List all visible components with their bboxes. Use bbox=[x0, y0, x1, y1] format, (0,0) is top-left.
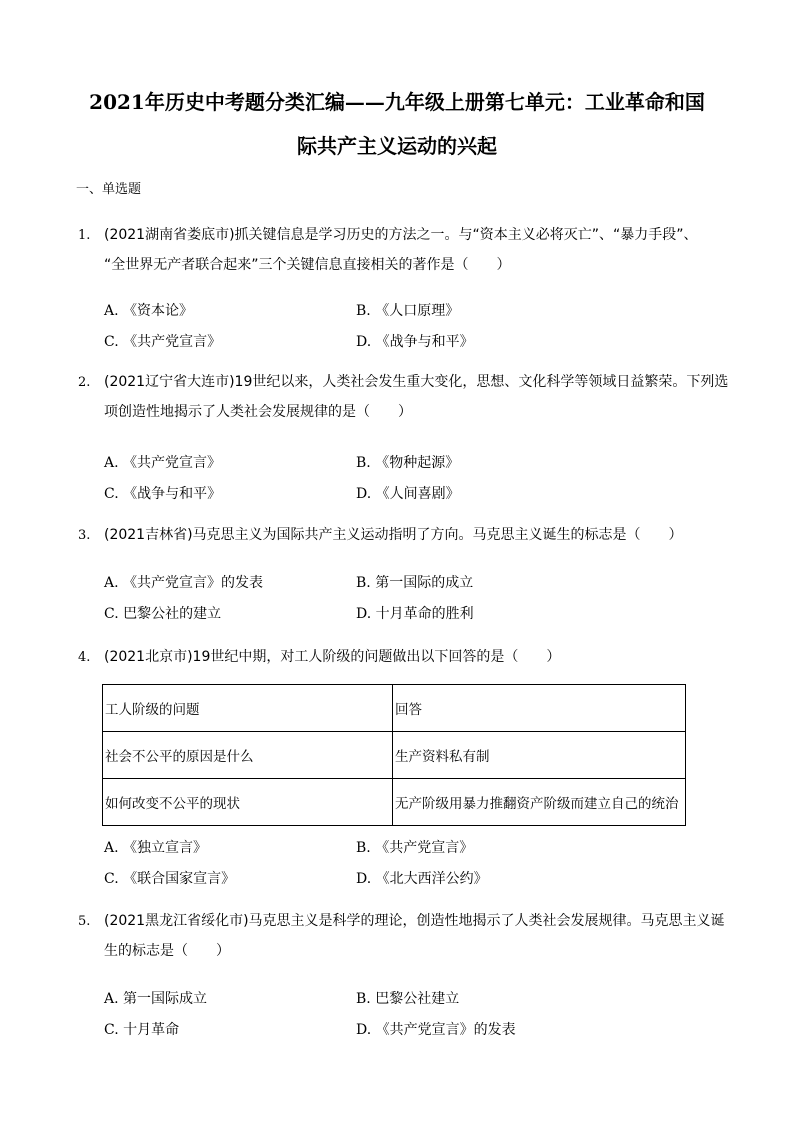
option-d[interactable]: D. 十月革命的胜利 bbox=[356, 606, 474, 622]
option-d[interactable]: D. 《共产党宣言》的发表 bbox=[356, 1022, 516, 1038]
option-b[interactable]: B. 《人口原理》 bbox=[356, 303, 460, 319]
option-a[interactable]: A. 《资本论》 bbox=[104, 303, 194, 319]
table-cell: 生产资料私有制 bbox=[393, 732, 686, 779]
question-table bbox=[102, 684, 686, 826]
table-row bbox=[103, 685, 686, 732]
question-line: 项创造性地揭示了人类社会发展规律的是（ ） bbox=[104, 404, 412, 420]
question-stem bbox=[104, 642, 744, 672]
question-number: 4. bbox=[78, 650, 91, 665]
table-cell: 如何改变不公平的现状 bbox=[103, 779, 393, 826]
option-a[interactable]: A. 《共产党宣言》的发表 bbox=[104, 575, 264, 591]
question-line: (2021北京市)19世纪中期，对工人阶级的问题做出以下回答的是（ ） bbox=[104, 649, 561, 665]
question-stem bbox=[104, 906, 744, 966]
table-cell: 回答 bbox=[393, 685, 686, 732]
option-c[interactable]: C. 十月革命 bbox=[104, 1022, 180, 1038]
table-cell: 社会不公平的原因是什么 bbox=[103, 732, 393, 779]
title-line-2: 际共产主义运动的兴起 bbox=[297, 134, 497, 158]
question-number: 1. bbox=[78, 228, 91, 243]
option-b[interactable]: B. 《物种起源》 bbox=[356, 455, 460, 471]
option-d[interactable]: D. 《人间喜剧》 bbox=[356, 486, 460, 502]
option-a[interactable]: A. 《共产党宣言》 bbox=[104, 455, 222, 471]
question-stem bbox=[104, 367, 744, 427]
option-d[interactable]: D. 《战争与和平》 bbox=[356, 334, 474, 350]
option-a[interactable]: A. 第一国际成立 bbox=[104, 991, 208, 1007]
option-c[interactable]: C. 巴黎公社的建立 bbox=[104, 606, 222, 622]
option-b[interactable]: B. 第一国际的成立 bbox=[356, 575, 474, 591]
question-stem bbox=[104, 520, 744, 550]
table-cell: 工人阶级的问题 bbox=[103, 685, 393, 732]
option-b[interactable]: B. 《共产党宣言》 bbox=[356, 840, 474, 856]
option-c[interactable]: C. 《战争与和平》 bbox=[104, 486, 222, 502]
section-heading: 一、单选题 bbox=[76, 182, 142, 197]
table-cell: 无产阶级用暴力推翻资产阶级而建立自己的统治 bbox=[393, 779, 686, 826]
question-line: (2021吉林省)马克思主义为国际共产主义运动指明了方向。马克思主义诞生的标志是（ ） bbox=[104, 527, 683, 543]
question-line: (2021湖南省娄底市)抓关键信息是学习历史的方法之一。与“资本主义必将灭亡”、“暴力手段”、 bbox=[104, 227, 698, 243]
question-number: 2. bbox=[78, 375, 91, 390]
question-line: “全世界无产者联合起来”三个关键信息直接相关的著作是（ ） bbox=[104, 257, 511, 273]
table-row bbox=[103, 732, 686, 779]
option-d[interactable]: D. 《北大西洋公约》 bbox=[356, 871, 488, 887]
title-line-1: 2021年历史中考题分类汇编——九年级上册第七单元：工业革命和国 bbox=[89, 90, 705, 114]
question-line: (2021黑龙江省绥化市)马克思主义是科学的理论，创造性地揭示了人类社会发展规律。马克思主义诞 bbox=[104, 913, 725, 929]
question-number: 3. bbox=[78, 528, 91, 543]
question-stem bbox=[104, 220, 744, 280]
question-line: 生的标志是（ ） bbox=[104, 943, 230, 959]
question-line: (2021辽宁省大连市)19世纪以来，人类社会发生重大变化，思想、文化科学等领域日益繁荣。下列选 bbox=[104, 374, 729, 390]
option-c[interactable]: C. 《联合国家宣言》 bbox=[104, 871, 236, 887]
question-number: 5. bbox=[78, 914, 91, 929]
option-b[interactable]: B. 巴黎公社建立 bbox=[356, 991, 460, 1007]
option-a[interactable]: A. 《独立宣言》 bbox=[104, 840, 208, 856]
document-title bbox=[60, 80, 734, 168]
table-row bbox=[103, 779, 686, 826]
option-c[interactable]: C. 《共产党宣言》 bbox=[104, 334, 222, 350]
